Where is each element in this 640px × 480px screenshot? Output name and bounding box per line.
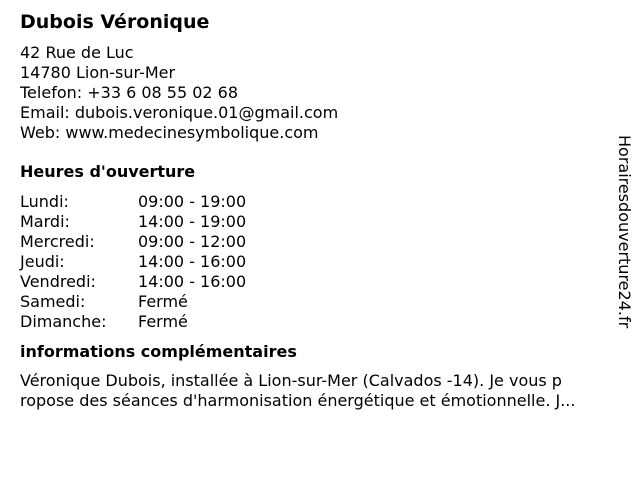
- info-text-line: Véronique Dubois, installée à Lion-sur-Mer (Calvados -14). Je vous p: [20, 371, 562, 390]
- additional-info-text: [20, 371, 610, 411]
- address-street: 42 Rue de Luc: [20, 43, 134, 62]
- info-text-line: ropose des séances d'harmonisation énergétique et émotionnelle. J...: [20, 391, 576, 410]
- hours-row-tuesday: [20, 212, 610, 232]
- hours-row-saturday: [20, 292, 610, 312]
- business-card: [20, 10, 610, 411]
- hours-time: Fermé: [138, 292, 188, 311]
- opening-hours-table: [20, 192, 610, 332]
- hours-row-sunday: [20, 312, 610, 332]
- hours-time: 09:00 - 19:00: [138, 192, 247, 211]
- website-line: Web: www.medecinesymbolique.com: [20, 123, 319, 142]
- hours-row-monday: [20, 192, 610, 212]
- address-city: 14780 Lion-sur-Mer: [20, 63, 176, 82]
- hours-time: 09:00 - 12:00: [138, 232, 247, 251]
- hours-day: Dimanche:: [20, 312, 107, 331]
- phone-line: Telefon: +33 6 08 55 02 68: [20, 83, 239, 102]
- contact-block: [20, 43, 610, 143]
- hours-time: Fermé: [138, 312, 188, 331]
- additional-info-heading: informations complémentaires: [20, 342, 297, 361]
- hours-row-wednesday: [20, 232, 610, 252]
- hours-row-friday: [20, 272, 610, 292]
- site-watermark: Horairesdouverture24.fr: [615, 135, 634, 329]
- hours-time: 14:00 - 19:00: [138, 212, 247, 231]
- hours-day: Vendredi:: [20, 272, 96, 291]
- hours-row-thursday: [20, 252, 610, 272]
- hours-day: Mercredi:: [20, 232, 95, 251]
- hours-day: Samedi:: [20, 292, 86, 311]
- hours-day: Jeudi:: [20, 252, 65, 271]
- hours-day: Lundi:: [20, 192, 69, 211]
- hours-day: Mardi:: [20, 212, 70, 231]
- hours-time: 14:00 - 16:00: [138, 272, 247, 291]
- hours-time: 14:00 - 16:00: [138, 252, 247, 271]
- email-line: Email: dubois.veronique.01@gmail.com: [20, 103, 339, 122]
- business-name: Dubois Véronique: [20, 11, 210, 33]
- opening-hours-heading: Heures d'ouverture: [20, 162, 196, 181]
